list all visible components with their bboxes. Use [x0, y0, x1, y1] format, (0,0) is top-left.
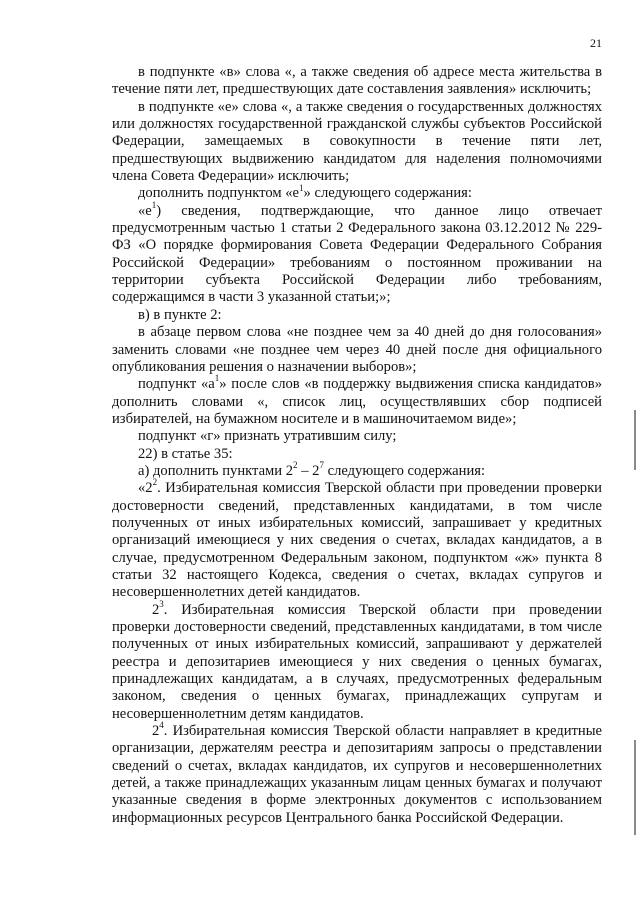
page-number: 21: [590, 36, 602, 50]
paragraph: подпункт «г» признать утратившим силу;: [138, 428, 397, 445]
paragraph: подпункт «$а^1$» после слов «в поддержку выдвижения списка кандидатов» дополнить словами «, список лиц, осуществлявших сбор подписей избирателей, на бумажном носителе и в машиночитаемом виде»;: [112, 373, 602, 427]
paragraph: $2^3$. Избирательная комиссия Тверской области при проведении проверки достоверности сведений, представленных кандидатами, в том числе полученных от иных избирательных комиссий, запрашивают у держателей реестра и депозитариев имеющиеся у них сведения о ценных бумагах, принадлежащих кандидатам, а в случаях, предусмотренных федеральным законом, сведения о ценных бумагах, принадлежащих супругам и несовершеннолетним детям кандидатов.: [112, 598, 602, 722]
paragraph: «$2^2$. Избирательная комиссия Тверской области при проведении проверки достоверности сведений, представленных кандидатами, в том числе полученных от иных избирательных комиссий, запрашивает у кредитных организаций имеющиеся у них сведения о счетах, вкладах кандидатов, а в случае, предусмотренном Федеральным законом, подпунктом «ж» пункта 8 статьи 32 настоящего Кодекса, сведения о счетах, вкладах супругов и несовершеннолетних детей кандидатов.: [112, 477, 602, 601]
paragraph: в подпункте «в» слова «, а также сведения об адресе места жительства в течение пяти лет, предшествующих дате составления заявления» исключить;: [112, 64, 602, 98]
paragraph: в подпункте «е» слова «, а также сведения о государственных должностях или должностях государственной гражданской службы субъектов Российской Федерации, замещаемых в совокупности в течение пяти лет, предшествующих выдвижению кандидатом для наделения полномочиями члена Совета Федерации» исключить;: [112, 98, 602, 185]
paragraph: «$е^1$) сведения, подтверждающие, что данное лицо отвечает предусмотренным частью 1 статьи 2 Федерального закона 03.12.2012 № 229-ФЗ «О порядке формирования Совета Федерации Федерального Собрания Российской Федерации» требованиям о постоянном проживании на территории субъекта Российской Федерации либо требованиям, содержащимся в части 3 указанной статьи;»;: [112, 199, 602, 306]
scan-edge-mark: [634, 740, 636, 835]
paragraph: в) в пункте 2:: [138, 306, 222, 323]
paragraph: а) дополнить пунктами $2^2 - 2^7$ следующего содержания:: [138, 460, 486, 479]
document-body: [112, 64, 602, 827]
paragraph: в абзаце первом слова «не позднее чем за 40 дней до дня голосования» заменить словами «не позднее чем через 40 дней после дня официального опубликования решения о назначении выборов»;: [112, 324, 602, 375]
paragraph: 22) в статье 35:: [138, 445, 233, 462]
scan-edge-mark: [634, 410, 636, 470]
paragraph: дополнить подпунктом «$е^1$» следующего содержания:: [138, 182, 472, 202]
paragraph: $2^4$. Избирательная комиссия Тверской области направляет в кредитные организации, держателям реестра и депозитариям запросы о представлении сведений о счетах, вкладах кандидатов, их супругов и несовершеннолетних детей, а также принадлежащих указанным лицам ценных бумагах и получают указанные сведения в форме электронных документов с использованием информационных ресурсов Центрального банка Российской Федерации.: [112, 720, 602, 826]
